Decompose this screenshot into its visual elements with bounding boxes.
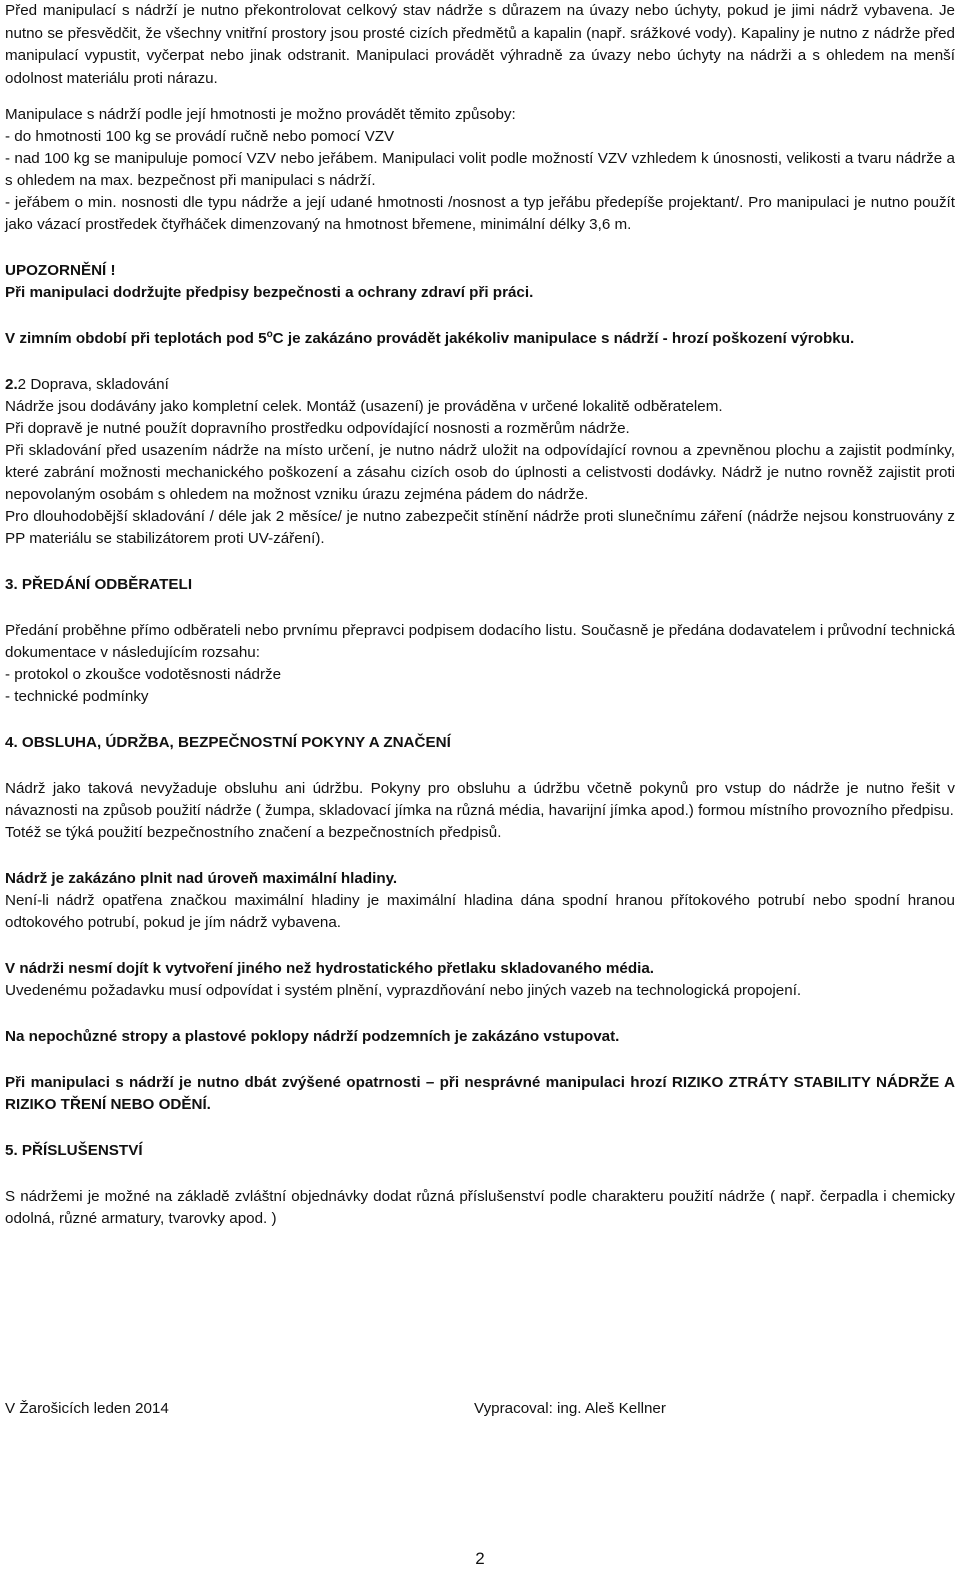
service-bold-max-level: Nádrž je zakázáno plnit nad úroveň maximální hladiny. xyxy=(5,870,398,887)
handover-item-protocol: - protokol o zkoušce vodotěsnosti nádrže xyxy=(5,666,282,683)
service-bold-no-walking: Na nepochůzné stropy a plastové poklopy nádrží podzemních je zakázáno vstupovat. xyxy=(5,1028,620,1045)
warning-label: UPOZORNĚNÍ ! xyxy=(5,262,116,279)
winter-warning-part2: C je zakázáno provádět jakékoliv manipulace s nádrží - hrozí poškození výrobku. xyxy=(272,330,855,347)
transport-line-1: Nádrže jsou dodávány jako kompletní celek. Montáž (usazení) je prováděna v určené lokalitě odběratelem. xyxy=(5,398,723,415)
section-service-heading: 4. OBSLUHA, ÚDRŽBA, BEZPEČNOSTNÍ POKYNY A ZNAČENÍ xyxy=(5,734,451,751)
footer xyxy=(5,1398,955,1422)
handover-item-conditions: - technické podmínky xyxy=(5,688,149,705)
handling-paragraph: Před manipulací s nádrží je nutno překontrolovat celkový stav nádrže s důrazem na úvazy nebo úchyty, pokud je jimi nádrž vybavena. Je nutno se přesvědčit, že všechny vnitřní prostory jsou prosté cizích předmětů a kapalin (např. srážkové vody). Kapaliny je nutno z nádrže před manipulací vypustit, vyčerpat nebo jinak odstranit. Manipulaci provádět výhradně za úvazy nebo úchyty na nádrži a s ohledem na menší odolnost materiálu proti nárazu. xyxy=(5,2,955,87)
handling-method-manual: - do hmotnosti 100 kg se provádí ručně nebo pomocí VZV xyxy=(5,128,395,145)
transport-line-2: Při dopravě je nutné použít dopravního prostředku odpovídající nosnosti a rozměrům nádrže. xyxy=(5,420,630,437)
handling-methods-intro: Manipulace s nádrží podle její hmotnosti je možno provádět těmito způsoby: xyxy=(5,106,516,123)
degree-sign: o xyxy=(266,329,273,340)
service-bold-stability-risk: Při manipulaci s nádrží je nutno dbát zvýšené opatrnosti – při nesprávné manipulaci hrozí RIZIKO ZTRÁTY STABILITY NÁDRŽE A RIZIKO TŘENÍ NEBO ODĚNÍ. xyxy=(5,1074,955,1113)
winter-warning xyxy=(5,328,955,350)
service-bold-overpressure: V nádrži nesmí dojít k vytvoření jiného než hydrostatického přetlaku skladovaného média. xyxy=(5,960,655,977)
service-paragraph-2: Není-li nádrž opatřena značkou maximální hladiny je maximální hladina dána spodní hranou přítokového potrubí nebo spodní hranou odtokového potrubí, pokud je jím nádrž vybavena. xyxy=(5,892,955,931)
section-handover-heading: 3. PŘEDÁNÍ ODBĚRATELI xyxy=(5,576,193,593)
service-paragraph-3: Uvedenému požadavku musí odpovídat i systém plnění, vyprazdňování nebo jiných vazeb na technologická propojení. xyxy=(5,982,802,999)
warning-text: Při manipulaci dodržujte předpisy bezpečnosti a ochrany zdraví při práci. xyxy=(5,284,534,301)
handling-method-forklift: - nad 100 kg se manipuluje pomocí VZV nebo jeřábem. Manipulaci volit podle možností VZV vzhledem k únosnosti, velikosti a tvaru nádrže a s ohledem na max. bezpečnost při manipulaci s nádrží. xyxy=(5,150,955,189)
handover-text: Předání proběhne přímo odběrateli nebo prvnímu přepravci podpisem dodacího listu. Současně je předána dodavatelem i průvodní technická dokumentace v následujícím rozsahu: xyxy=(5,622,955,661)
service-paragraph-1: Nádrž jako taková nevyžaduje obsluhu ani údržbu. Pokyny pro obsluhu a údržbu včetně pokynů pro vstup do nádrže je nutno řešit v návaznosti na způsob použití nádrže ( žumpa, skladovací jímka na různá média, havarijní jímka apod.) formou místního provozního předpisu. xyxy=(5,780,955,819)
transport-line-3: Při skladování před usazením nádrže na místo určení, je nutno nádrž uložit na odpovídající rovnou a zpevněnou plochu a zajistit podmínky, které zabrání možnosti mechanického poškození a zásahu cizích osob do úplnosti a celistvosti dodávky. Nádrž je nutno rovněž zajistit proti nepovolaným osobám s ohledem na možnost vzniku úrazu zejména pádem do nádrže. xyxy=(5,442,955,503)
winter-warning-part1: V zimním období při teplotách pod 5 xyxy=(5,330,267,347)
section-transport-number: 2. xyxy=(5,376,18,393)
section-transport-heading xyxy=(5,374,955,396)
accessories-text: S nádržemi je možné na základě zvláštní objednávky dodat různá příslušenství podle charakteru použití nádrže ( např. čerpadla i chemicky odolná, různé armatury, tvarovky apod. ) xyxy=(5,1188,955,1227)
footer-place-date: V Žarošicích leden 2014 xyxy=(5,1400,169,1417)
service-paragraph-1b: Totéž se týká použití bezpečnostního značení a bezpečnostních předpisů. xyxy=(5,824,502,841)
document-page xyxy=(5,0,955,1230)
transport-line-4: Pro dlouhodobější skladování / déle jak 2 měsíce/ je nutno zabezpečit stínění nádrže proti slunečnímu záření (nádrže nejsou konstruovány z PP materiálu se stabilizátorem proti UV-záření). xyxy=(5,508,955,547)
section-transport-title: 2 Doprava, skladování xyxy=(17,376,169,393)
footer-prepared-by: Vypracoval: ing. Aleš Kellner xyxy=(474,1400,666,1417)
handling-method-crane: - jeřábem o min. nosnosti dle typu nádrže a její udané hmotnosti /nosnost a typ jeřábu předepíše projektant/. Pro manipulaci je nutno použít jako vázací prostředek čtyřháček dimenzovaný na hmotnost břemene, minimální délky 3,6 m. xyxy=(5,194,955,233)
section-accessories-heading: 5. PŘÍSLUŠENSTVÍ xyxy=(5,1142,143,1159)
page-number: 2 xyxy=(475,1549,485,1568)
